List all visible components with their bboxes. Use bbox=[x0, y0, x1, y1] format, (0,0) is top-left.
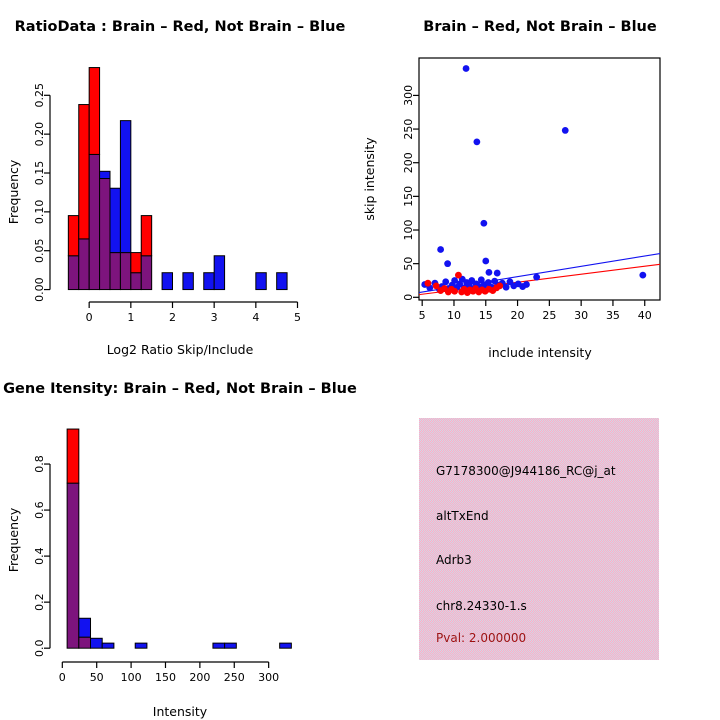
gene-intensity-ylabel: Frequency bbox=[6, 507, 21, 573]
y-tick-label: 100 bbox=[402, 219, 415, 241]
y-tick-label: 0.15 bbox=[33, 160, 46, 186]
ratio-histogram-ylabel: Frequency bbox=[6, 159, 21, 225]
histogram-bar-overlap bbox=[141, 256, 151, 290]
probe-id-text: G7178300@J944186_RC@j_at bbox=[436, 464, 616, 478]
x-tick-label: 25 bbox=[542, 309, 557, 322]
x-tick-label: 3 bbox=[210, 311, 218, 324]
y-tick-label: 0.2 bbox=[33, 593, 46, 611]
x-tick-label: 100 bbox=[120, 671, 142, 684]
scatter-point-blue bbox=[473, 138, 480, 145]
histogram-bar-blue bbox=[183, 273, 193, 290]
intensity-scatter-plot bbox=[360, 0, 720, 360]
x-tick-label: 5 bbox=[294, 311, 301, 324]
y-tick-label: 150 bbox=[402, 185, 415, 207]
histogram-bar-blue bbox=[120, 121, 130, 253]
scatter-point-red bbox=[496, 282, 503, 289]
y-tick-label: 0 bbox=[402, 293, 415, 301]
x-tick-label: 1 bbox=[127, 311, 135, 324]
histogram-bar-overlap bbox=[120, 253, 130, 290]
ratio-histogram-xlabel: Log2 Ratio Skip/Include bbox=[106, 342, 254, 357]
histogram-bar-blue bbox=[214, 256, 224, 290]
histogram-bar-red bbox=[131, 253, 141, 273]
histogram-bar-overlap bbox=[100, 179, 110, 290]
histogram-bar-red bbox=[141, 216, 151, 256]
histogram-bar-blue bbox=[204, 273, 214, 290]
scatter-point-blue bbox=[494, 270, 501, 277]
x-tick-label: 35 bbox=[605, 309, 620, 322]
histogram-bar-overlap bbox=[79, 637, 91, 648]
x-tick-label: 20 bbox=[510, 309, 525, 322]
scatter-point-blue bbox=[480, 220, 487, 227]
histogram-bar-overlap bbox=[110, 253, 120, 290]
y-tick-label: 0.0 bbox=[33, 639, 46, 657]
scatter-xlabel: include intensity bbox=[488, 345, 592, 360]
scatter-point-red bbox=[455, 272, 462, 279]
y-tick-label: 200 bbox=[402, 152, 415, 174]
histogram-bar-overlap bbox=[131, 273, 141, 290]
histogram-bar-blue bbox=[110, 188, 120, 252]
x-tick-label: 40 bbox=[637, 309, 652, 322]
y-tick-label: 0.6 bbox=[33, 501, 46, 519]
gene-intensity-xlabel: Intensity bbox=[152, 704, 208, 719]
histogram-bar-blue bbox=[256, 273, 266, 290]
histogram-bar-overlap bbox=[89, 154, 99, 289]
x-tick-label: 4 bbox=[252, 311, 260, 324]
histogram-bar-blue bbox=[277, 273, 287, 290]
splice-type-text: altTxEnd bbox=[436, 509, 489, 523]
ratio-histogram-title: RatioData : Brain – Red, Not Brain – Blue bbox=[14, 19, 346, 35]
scatter-point-red bbox=[425, 280, 432, 287]
x-tick-label: 0 bbox=[85, 311, 93, 324]
histogram-bar-blue bbox=[100, 171, 110, 178]
scatter-point-red bbox=[451, 288, 458, 295]
histogram-bar-overlap bbox=[68, 256, 78, 290]
plot-box bbox=[419, 58, 660, 300]
y-tick-label: 0.05 bbox=[33, 238, 46, 263]
histogram-bar-blue bbox=[280, 643, 292, 648]
histogram-bar-red bbox=[89, 68, 99, 155]
scatter-point-blue bbox=[442, 278, 449, 285]
x-tick-label: 10 bbox=[446, 309, 461, 322]
y-tick-label: 0.8 bbox=[33, 455, 46, 473]
histogram-bar-blue bbox=[102, 643, 114, 648]
y-tick-label: 0.25 bbox=[33, 83, 46, 108]
scatter-point-blue bbox=[444, 260, 451, 267]
y-tick-label: 0.10 bbox=[33, 199, 46, 225]
histogram-bar-overlap bbox=[67, 483, 79, 648]
x-tick-label: 30 bbox=[574, 309, 589, 322]
scatter-ylabel: skip intensity bbox=[362, 137, 377, 221]
info-box bbox=[419, 418, 659, 660]
histogram-bar-blue bbox=[79, 618, 91, 637]
y-tick-label: 250 bbox=[402, 118, 415, 140]
x-tick-label: 15 bbox=[478, 309, 493, 322]
histogram-bar-red bbox=[68, 216, 78, 256]
gene-intensity-histogram-plot bbox=[0, 360, 360, 720]
x-tick-label: 200 bbox=[189, 671, 211, 684]
scatter-point-blue bbox=[523, 281, 530, 288]
histogram-bar-blue bbox=[225, 643, 237, 648]
histogram-bar-blue bbox=[213, 643, 225, 648]
y-tick-label: 300 bbox=[402, 84, 415, 106]
x-tick-label: 50 bbox=[89, 671, 104, 684]
gene-intensity-title: Gene Itensity: Brain – Red, Not Brain – Blue bbox=[3, 381, 357, 397]
x-tick-label: 0 bbox=[58, 671, 66, 684]
histogram-bar-blue bbox=[162, 273, 172, 290]
histogram-bar-blue bbox=[135, 643, 147, 648]
x-tick-label: 2 bbox=[169, 311, 176, 324]
x-tick-label: 5 bbox=[418, 309, 426, 322]
ratio-histogram-plot bbox=[0, 0, 360, 360]
histogram-bar-red bbox=[67, 429, 79, 483]
scatter-point-blue bbox=[437, 246, 444, 253]
scatter-point-blue bbox=[482, 258, 489, 265]
scatter-point-blue bbox=[562, 127, 569, 134]
x-tick-label: 150 bbox=[154, 671, 176, 684]
x-tick-label: 300 bbox=[258, 671, 280, 684]
y-tick-label: 50 bbox=[402, 256, 415, 271]
x-tick-label: 250 bbox=[223, 671, 245, 684]
y-tick-label: 0.00 bbox=[33, 277, 46, 302]
histogram-bar-blue bbox=[91, 638, 103, 648]
pval-text: Pval: 2.000000 bbox=[436, 631, 527, 645]
y-tick-label: 0.4 bbox=[33, 547, 46, 565]
histogram-bar-overlap bbox=[79, 239, 89, 290]
histogram-bar-red bbox=[79, 105, 89, 239]
y-tick-label: 0.20 bbox=[33, 121, 46, 147]
chromosome-location-text: chr8.24330-1.s bbox=[436, 599, 527, 613]
scatter-title: Brain – Red, Not Brain – Blue bbox=[423, 19, 657, 35]
scatter-point-blue bbox=[463, 65, 470, 72]
scatter-point-blue bbox=[533, 274, 540, 281]
scatter-point-blue bbox=[639, 272, 646, 279]
scatter-point-blue bbox=[486, 269, 493, 276]
gene-name-text: Adrb3 bbox=[436, 553, 472, 567]
